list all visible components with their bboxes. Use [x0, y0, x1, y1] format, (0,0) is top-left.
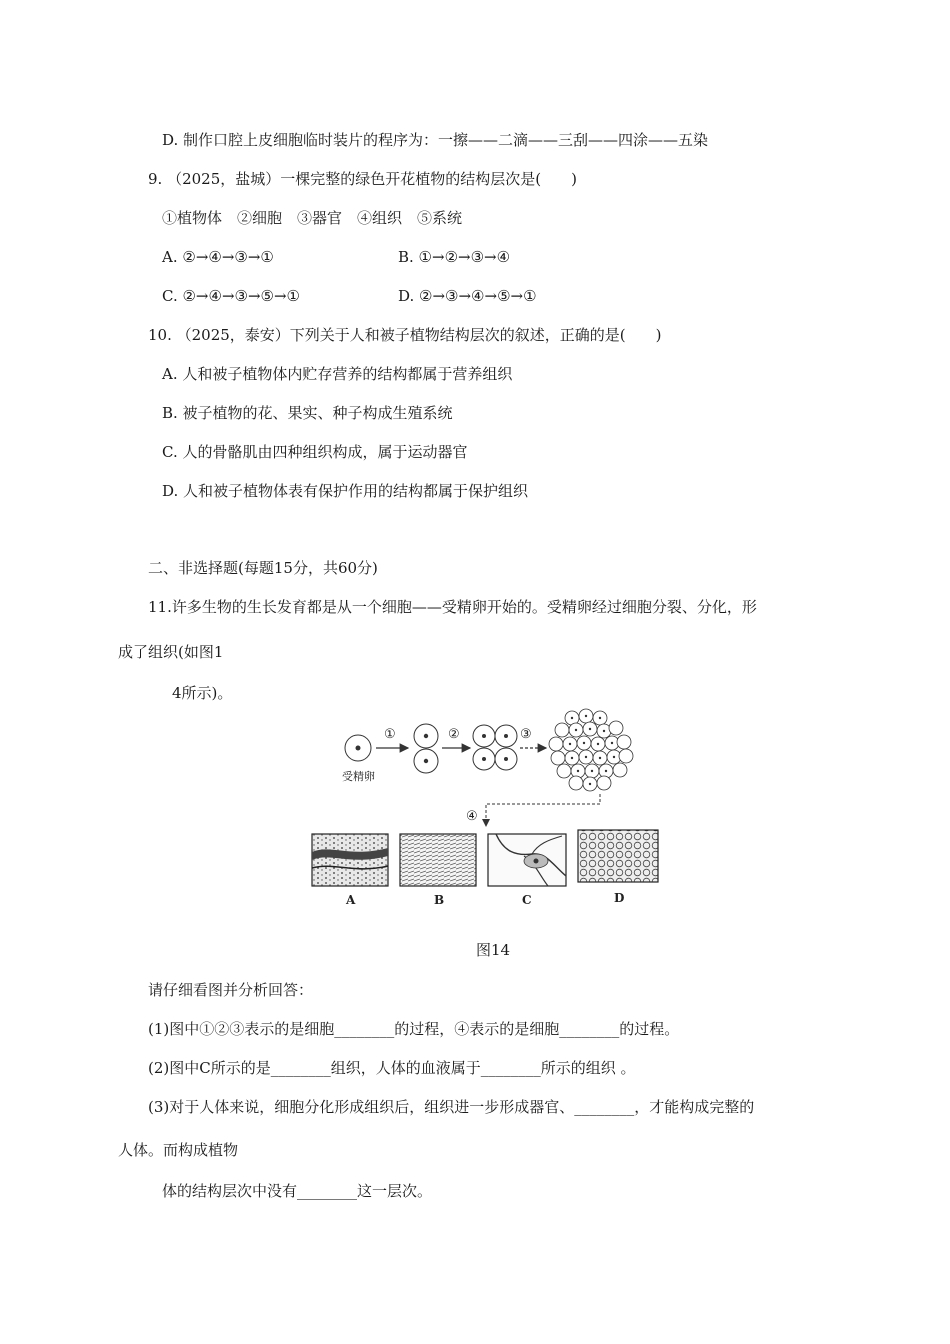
q8-option-d: D. 制作口腔上皮细胞临时装片的程序为：一擦——二滴——三刮——四涂——五染 — [162, 131, 709, 149]
q10-stem: 10. （2025，泰安）下列关于人和被子植物结构层次的叙述，正确的是( ) — [148, 326, 662, 344]
section-heading: 二、非选择题(每题15分，共60分) — [148, 559, 378, 577]
tissue-c-label: C — [522, 893, 532, 907]
q10-option-c: C. 人的骨骼肌由四种组织构成，属于运动器官 — [162, 443, 468, 461]
q9-option-a: A. ②→④→③→① — [162, 248, 274, 266]
q9-option-b: B. ①→②→③→④ — [398, 248, 511, 266]
q10-option-b: B. 被子植物的花、果实、种子构成生殖系统 — [162, 404, 453, 422]
q11-stem-line2: 成了组织(如图1 — [118, 643, 224, 661]
step1-label: ① — [384, 727, 396, 742]
q10-option-d: D. 人和被子植物体表有保护作用的结构都属于保护组织 — [162, 482, 529, 500]
q11-instruction: 请仔细看图并分析回答： — [148, 981, 314, 999]
tissue-a-label: A — [346, 893, 356, 907]
tissue-d — [578, 830, 658, 882]
q11-sub3-line3: 体的结构层次中没有________这一层次。 — [162, 1182, 433, 1200]
tissue-c — [488, 834, 566, 886]
tissue-b — [400, 834, 476, 886]
q10-option-a: A. 人和被子植物体内贮存营养的结构都属于营养组织 — [162, 365, 513, 383]
tissue-a — [312, 834, 388, 886]
step4-label: ④ — [466, 809, 478, 824]
q11-sub3-line1: (3)对于人体来说，细胞分化形成组织后，组织进一步形成器官、________，才能构成完整的 — [148, 1098, 755, 1116]
four-cell-stage — [473, 725, 517, 770]
cell-cluster — [549, 709, 633, 791]
zygote-cell — [345, 735, 371, 761]
q9-options-ab — [162, 247, 762, 267]
q9-option-c: C. ②→④→③→⑤→① — [162, 287, 300, 305]
figure-cell-differentiation — [300, 706, 670, 912]
step2-label: ② — [448, 727, 460, 742]
q9-options-cd — [162, 286, 762, 306]
q9-items: ①植物体 ②细胞 ③器官 ④组织 ⑤系统 — [162, 209, 463, 227]
figure-caption: 图14 — [476, 941, 511, 959]
q11-sub2: (2)图中C所示的是________组织，人体的血液属于________所示的组织 。 — [148, 1059, 636, 1077]
q9-stem: 9. （2025，盐城）一棵完整的绿色开花植物的结构层次是( ) — [148, 170, 577, 188]
q9-option-d: D. ②→③→④→⑤→① — [398, 287, 537, 305]
zygote-label: 受精卵 — [342, 770, 375, 783]
two-cell-stage — [414, 724, 438, 773]
q11-stem-line3: 4所示)。 — [172, 684, 233, 702]
q11-stem-line1: 11.许多生物的生长发育都是从一个细胞——受精卵开始的。受精卵经过细胞分裂、分化，形 — [148, 598, 757, 616]
q11-sub3-line2: 人体。而构成植物 — [118, 1141, 239, 1159]
tissue-d-label: D — [614, 891, 625, 905]
arrow-step4 — [486, 794, 600, 826]
q11-sub1: (1)图中①②③表示的是细胞________的过程，④表示的是细胞________的过程。 — [148, 1020, 680, 1038]
tissue-b-label: B — [434, 893, 445, 907]
step3-label: ③ — [520, 727, 532, 742]
